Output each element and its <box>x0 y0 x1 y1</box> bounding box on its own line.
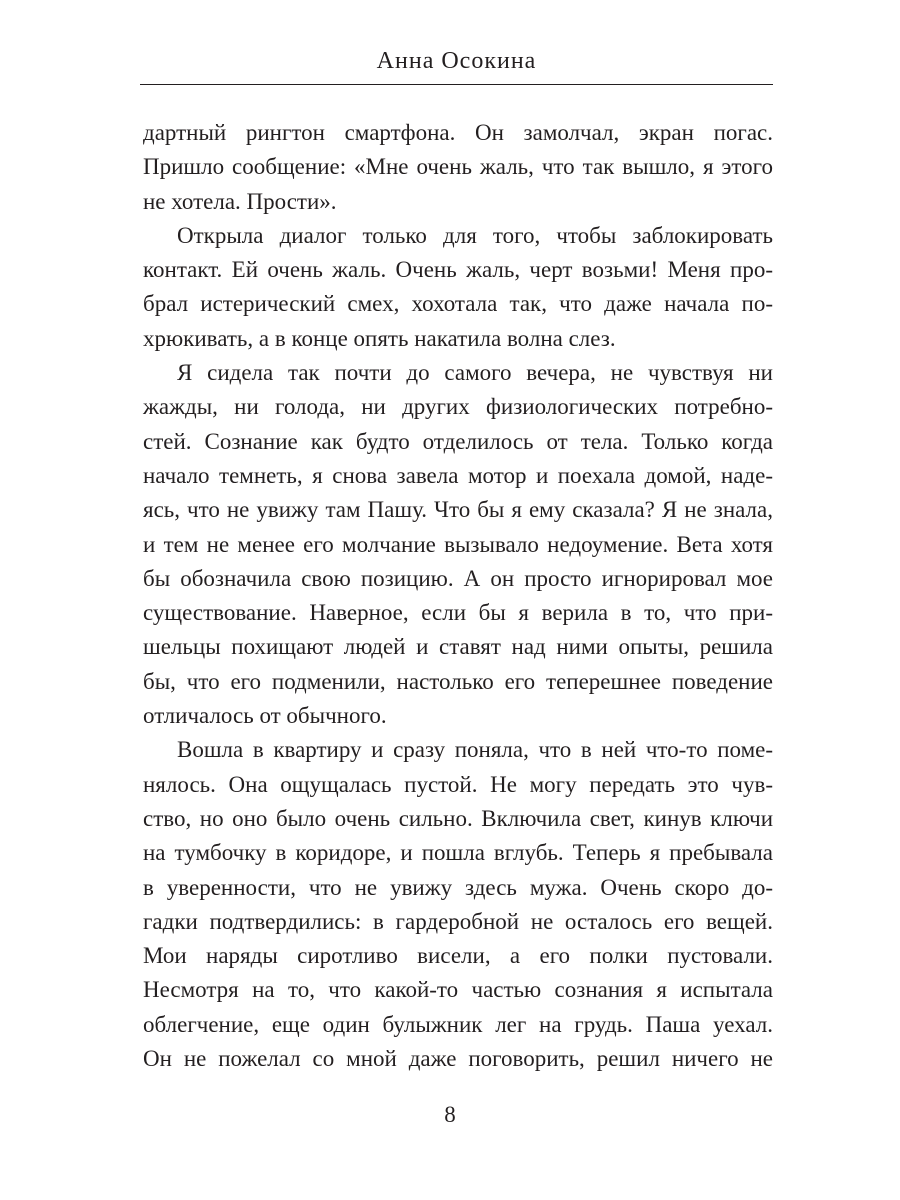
text-line: бы обозначила свою позицию. А он просто игнорировал мое <box>143 565 773 591</box>
text-line: стей. Сознание как будто отделилось от тела. Только когда <box>143 428 773 454</box>
text-line: не хотела. Прости». <box>143 188 337 214</box>
text-line: Пришло сообщение: «Мне очень жаль, что так вышло, я этого <box>143 154 773 180</box>
text-line: Несмотря на то, что какой-то частью сознания я испытала <box>143 977 773 1003</box>
text-line: жажды, ни голода, ни других физиологических потребно- <box>143 394 773 420</box>
text-line: гадки подтвердились: в гардеробной не осталось его вещей. <box>143 908 773 934</box>
text-line: в уверенности, что не увижу здесь мужа. Очень скоро до- <box>143 874 773 900</box>
text-line: и тем не менее его молчание вызывало недоумение. Вета хотя <box>143 531 773 557</box>
text-line: на тумбочку в коридоре, и пошла вглубь. Теперь я пребывала <box>143 840 773 866</box>
text-line: облегчение, еще один булыжник лег на грудь. Паша уехал. <box>143 1011 773 1037</box>
text-line: отличалось от обычного. <box>143 703 387 729</box>
text-line: нялось. Она ощущалась пустой. Не могу передать это чув- <box>143 771 773 797</box>
text-line: бы, что его подменили, настолько его теперешнее поведение <box>143 668 773 694</box>
text-line: начало темнеть, я снова завела мотор и поехала домой, наде- <box>143 462 773 488</box>
text-line: хрюкивать, а в конце опять накатила волна слез. <box>143 325 616 351</box>
text-line: ясь, что не увижу там Пашу. Что бы я ему сказала? Я не знала, <box>143 497 773 523</box>
page-body-text <box>143 116 773 1076</box>
text-line: ство, но оно было очень сильно. Включила свет, кинув ключи <box>143 805 773 831</box>
text-line: брал истерический смех, хохотала так, что даже начала по- <box>143 291 773 317</box>
text-line: дартный рингтон смартфона. Он замолчал, экран погас. <box>143 120 773 145</box>
text-line: Мои наряды сиротливо висели, а его полки пустовали. <box>143 943 773 969</box>
text-line: Я сидела так почти до самого вечера, не чувствуя ни <box>177 360 773 386</box>
header-rule <box>140 84 773 85</box>
text-line: Он не пожелал со мной даже поговорить, решил ничего не <box>143 1046 773 1072</box>
text-line: Вошла в квартиру и сразу поняла, что в ней что-то поме- <box>177 737 773 763</box>
page-number: 8 <box>444 1102 456 1127</box>
text-line: шельцы похищают людей и ставят над ними опыты, решила <box>143 634 773 660</box>
text-line: существование. Наверное, если бы я верила в то, что при- <box>143 600 773 626</box>
running-header-author: Анна Осокина <box>376 48 537 74</box>
text-line: Открыла диалог только для того, чтобы заблокировать <box>177 222 773 248</box>
text-line: контакт. Ей очень жаль. Очень жаль, черт возьми! Меня про- <box>143 257 773 283</box>
